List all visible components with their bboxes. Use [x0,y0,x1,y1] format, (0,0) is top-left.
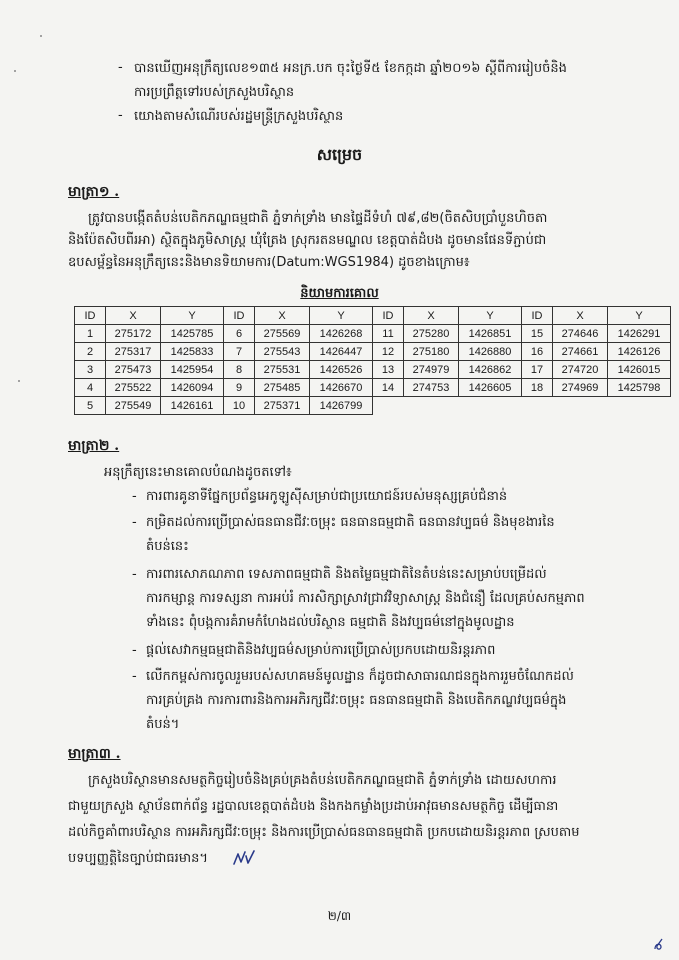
table-row [75,397,671,415]
bullet-dash: - [132,643,137,658]
article-3-line-2: ជាមួយក្រសួង ស្ថាប័នពាក់ព័ន្ធ រដ្ឋបាលខេត្តបាត់ដំបង និងកងកម្លាំងប្រដាប់អាវុធមានសមត្ថកិច្ច ដើម្បីធានា [68,799,559,814]
article-2-bullet-5-line-2: ការគ្រប់គ្រង ការការពារនិងការអភិរក្សជីវៈចម្រុះ ធនធានធម្មជាតិ និងបេតិកភណ្ឌវប្បធម៌ក្នុង [146,693,567,708]
table-cell: 275549 [106,397,161,415]
table-cell: 12 [373,343,404,361]
article-2-bullet-3-line-1: ការពារសោភណភាព ទេសភាពធម្មជាតិ និងតម្លៃធម្មជាតិនៃតំបន់នេះសម្រាប់បម្រើដល់ [146,567,547,582]
article-1-line-2: និងប៉ែតសិបពីរអា) ស្ថិតក្នុងភូមិសាស្ត្រ ឃុំត្រែង ស្រុករតនមណ្ឌល ខេត្តបាត់ដំបង ដូចមានផែនទីភ្ជាប់ជា [68,233,547,248]
table-cell: 10 [224,397,255,415]
table-cell: 1426291 [608,325,671,343]
article-2-bullet-2-line-2: តំបន់នេះ [146,539,189,554]
table-cell: 275485 [255,379,310,397]
preamble-1-line-2: ការប្រព្រឹត្តទៅរបស់ក្រសួងបរិស្ថាន [134,85,295,100]
table-cell: 1425798 [608,379,671,397]
article-2-title: មាត្រា២ . [68,438,120,454]
scan-speck [18,380,20,382]
header-cell: ID [373,307,404,325]
header-cell: Y [310,307,373,325]
table-cell: 274720 [553,361,608,379]
table-cell: 275371 [255,397,310,415]
table-cell: 2 [75,343,106,361]
initials-signature [232,848,258,868]
table-cell: 1426447 [310,343,373,361]
article-1-line-1: ត្រូវបានបង្កើតតំបន់បេតិកភណ្ឌធម្មជាតិ ភ្នំទាក់ទ្រាំង មានផ្ទៃដីទំហំ ៧៩,៨២(ចិតសិបប្រាំបួនហិចតា [88,211,548,226]
table-cell: 16 [522,343,553,361]
table-row [75,379,671,397]
article-1-line-3: ឧបសម្ព័ន្ធនៃអនុក្រឹត្យនេះនិងមានទិយាមការ(Datum:WGS1984) ដូចខាងក្រោម៖ [68,255,470,270]
table-cell: 275180 [404,343,459,361]
page-number: ២/៣ [327,909,352,923]
table-cell: 1426605 [459,379,522,397]
table-cell: 1425785 [161,325,224,343]
table-cell: 8 [224,361,255,379]
table-cell: 7 [224,343,255,361]
table-cell: 275543 [255,343,310,361]
handwritten-mark-icon [652,937,666,951]
table-header-row [75,307,671,325]
article-2-bullet-3-line-3: ទាំងនេះ ពុំបង្កការគំរាមកំហែងដល់បរិស្ថាន ធម្មជាតិ និងវប្បធម៌នៅក្នុងមូលដ្ឋាន [146,615,515,630]
table-row [75,325,671,343]
table-cell: 1425954 [161,361,224,379]
table-cell: 274646 [553,325,608,343]
table-cell: 15 [522,325,553,343]
header-cell: ID [75,307,106,325]
table-cell: 17 [522,361,553,379]
header-cell: X [255,307,310,325]
bullet-dash: - [132,515,137,530]
article-3-line-1: ក្រសួងបរិស្ថានមានសមត្ថកិច្ចរៀបចំនិងគ្រប់គ្រងតំបន់បេតិកភណ្ឌធម្មជាតិ ភ្នំទាក់ទ្រាំង ដោយសហការ [88,773,557,788]
table-cell: 1426126 [608,343,671,361]
table-cell: 13 [373,361,404,379]
table-cell: 1426526 [310,361,373,379]
table-cell: 11 [373,325,404,343]
bullet-dash: - [132,669,137,684]
header-cell: Y [459,307,522,325]
bullet-dash: - [132,567,137,582]
table-row [75,361,671,379]
table-cell: 275317 [106,343,161,361]
table-cell: 3 [75,361,106,379]
decision-title: សម្រេច [316,145,363,164]
bullet-dash: - [132,489,137,504]
article-3-line-4: បទប្បញ្ញត្តិនៃច្បាប់ជាធរមាន។ [68,851,208,866]
table-cell: 1425833 [161,343,224,361]
preamble-1-line-1: បានឃើញអនុក្រឹត្យលេខ១៣៥ អនក្រ.បក ចុះថ្ងៃទី៥ ខែកក្កដា ឆ្នាំ២០១៦ ស្តីពីការរៀបចំនិង [134,61,567,76]
table-cell: 18 [522,379,553,397]
table-cell: 1426880 [459,343,522,361]
table-cell: 1426799 [310,397,373,415]
table-cell: 275531 [255,361,310,379]
table-cell: 1426015 [608,361,671,379]
article-3-title: មាត្រា៣ . [68,746,121,762]
table-cell: 5 [75,397,106,415]
article-2-bullet-2-line-1: កម្រិតដល់ការប្រើប្រាស់ធនធានជីវៈចម្រុះ ធនធានធម្មជាតិ ធនធានវប្បធម៌ និងមុខងារនៃ [146,515,555,530]
article-2-bullet-3-line-2: ការកម្សាន្ត ការទស្សនា ការអប់រំ ការសិក្សាស្រាវជ្រាវវិទ្យាសាស្ត្រ និងជំនឿ ដែលគ្រប់សកម្មភាព [146,591,585,606]
preamble-2-line-1: យោងតាមសំណើរបស់រដ្ឋមន្ត្រីក្រសួងបរិស្ថាន [134,109,344,124]
header-cell: ID [224,307,255,325]
article-3-line-3: ដល់កិច្ចគាំពារបរិស្ថាន ការអភិរក្សជីវៈចម្រុះ និងការប្រើប្រាស់ធនធានធម្មជាតិ ប្រកបដោយនិរន្តរភាព ស្របតាម [68,825,580,840]
table-cell: 6 [224,325,255,343]
empty-cell [373,397,671,415]
table-cell: 275569 [255,325,310,343]
header-cell: ID [522,307,553,325]
article-2-intro: អនុក្រឹត្យនេះមានគោលបំណងដូចតទៅ៖ [104,465,292,480]
header-cell: X [106,307,161,325]
table-cell: 9 [224,379,255,397]
table-cell: 4 [75,379,106,397]
table-cell: 275522 [106,379,161,397]
table-cell: 275172 [106,325,161,343]
table-cell: 1426862 [459,361,522,379]
table-cell: 275473 [106,361,161,379]
header-cell: Y [608,307,671,325]
table-cell: 1426161 [161,397,224,415]
table-cell: 1426670 [310,379,373,397]
article-2-bullet-4-line-1: ផ្តល់សេវាកម្មធម្មជាតិនិងវប្បធម៌សម្រាប់ការប្រើប្រាស់ប្រកបដោយនិរន្តរភាព [146,643,496,658]
table-row [75,343,671,361]
table-cell: 14 [373,379,404,397]
table-cell: 274969 [553,379,608,397]
bullet-dash: - [118,60,123,75]
bullet-dash: - [118,108,123,123]
table-cell: 1426851 [459,325,522,343]
table-cell: 274753 [404,379,459,397]
table-cell: 1426268 [310,325,373,343]
table-caption: និយាមការគោល [300,286,379,301]
header-cell: X [404,307,459,325]
header-cell: Y [161,307,224,325]
table-cell: 275280 [404,325,459,343]
table-cell: 1426094 [161,379,224,397]
coordinates-table [74,306,671,415]
scan-speck [14,70,16,72]
article-1-title: មាត្រា១ . [68,184,120,200]
article-2-bullet-5-line-1: លើកកម្ពស់ការចូលរួមរបស់សហគមន៍មូលដ្ឋាន ក៏ដូចជាសាធារណជនក្នុងការរួមចំណែកដល់ [146,669,574,684]
article-2-bullet-1-line-1: ការពារគូនាទីផ្នែកប្រព័ន្ធអេកូឡូស៊ីសម្រាប់ជាប្រយោជន៍របស់មនុស្សគ្រប់ជំនាន់ [146,489,508,504]
scan-speck [40,35,42,37]
table-cell: 1 [75,325,106,343]
article-2-bullet-5-line-3: តំបន់។ [146,717,180,732]
table-cell: 274979 [404,361,459,379]
header-cell: X [553,307,608,325]
table-cell: 274661 [553,343,608,361]
